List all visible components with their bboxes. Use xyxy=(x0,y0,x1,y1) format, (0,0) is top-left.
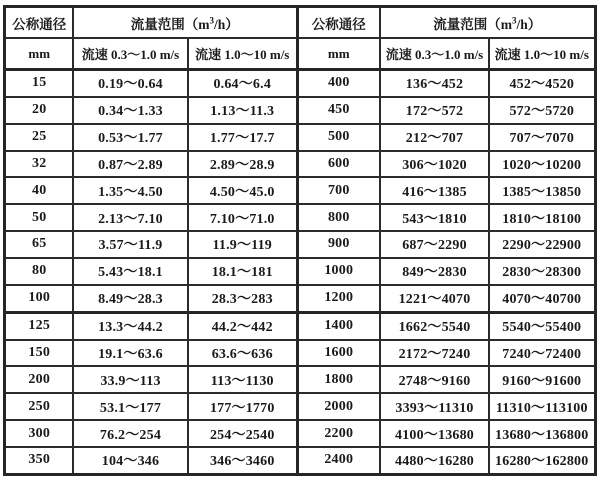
nominal-diameter-cell: 500 xyxy=(297,124,380,151)
velocity-low-header-left: 流速 0.3～1.0 m/s xyxy=(73,38,188,70)
flow-high-velocity-cell: 63.6～636 xyxy=(188,340,297,367)
flow-high-velocity-cell: 4070～40700 xyxy=(489,285,595,312)
nominal-diameter-cell: 15 xyxy=(5,70,73,97)
flow-low-velocity-cell: 2748～9160 xyxy=(380,366,489,393)
flow-low-velocity-cell: 0.34～1.33 xyxy=(73,97,188,124)
flow-range-header-left xyxy=(73,7,297,39)
flow-high-velocity-cell: 113～1130 xyxy=(188,366,297,393)
nominal-diameter-cell: 40 xyxy=(5,177,73,204)
flow-high-velocity-cell: 11.9～119 xyxy=(188,231,297,258)
table-row xyxy=(5,124,595,151)
flow-low-velocity-cell: 53.1～177 xyxy=(73,393,188,420)
nominal-diameter-cell: 100 xyxy=(5,285,73,312)
flow-high-velocity-cell: 452～4520 xyxy=(489,70,595,97)
table-row xyxy=(5,231,595,258)
table-row xyxy=(5,420,595,447)
flow-high-velocity-cell: 2290～22900 xyxy=(489,231,595,258)
flow-low-velocity-cell: 3.57～11.9 xyxy=(73,231,188,258)
flow-low-velocity-cell: 0.87～2.89 xyxy=(73,151,188,178)
nominal-diameter-cell: 20 xyxy=(5,97,73,124)
velocity-high-header-right: 流速 1.0～10 m/s xyxy=(489,38,595,70)
nominal-diameter-cell: 1000 xyxy=(297,258,380,285)
flow-low-velocity-cell: 0.53～1.77 xyxy=(73,124,188,151)
flow-high-velocity-cell: 707～7070 xyxy=(489,124,595,151)
flow-high-velocity-cell: 254～2540 xyxy=(188,420,297,447)
flow-range-label-suffix: /h） xyxy=(516,16,542,32)
table-body xyxy=(5,70,595,475)
table-row xyxy=(5,97,595,124)
nominal-diameter-cell: 1800 xyxy=(297,366,380,393)
nominal-diameter-cell: 65 xyxy=(5,231,73,258)
header-row-main xyxy=(5,7,595,39)
nominal-diameter-cell: 450 xyxy=(297,97,380,124)
flow-high-velocity-cell: 1.13～11.3 xyxy=(188,97,297,124)
nominal-diameter-cell: 1400 xyxy=(297,312,380,339)
nominal-diameter-cell: 150 xyxy=(5,340,73,367)
flow-high-velocity-cell: 44.2～442 xyxy=(188,312,297,339)
flow-low-velocity-cell: 76.2～254 xyxy=(73,420,188,447)
flow-low-velocity-cell: 136～452 xyxy=(380,70,489,97)
nominal-diameter-cell: 900 xyxy=(297,231,380,258)
velocity-high-header-left: 流速 1.0～10 m/s xyxy=(188,38,297,70)
table-row xyxy=(5,70,595,97)
flow-high-velocity-cell: 1.77～17.7 xyxy=(188,124,297,151)
flow-range-label-prefix: 流量范围（m xyxy=(130,16,210,32)
flow-low-velocity-cell: 3393～11310 xyxy=(380,393,489,420)
flow-high-velocity-cell: 4.50～45.0 xyxy=(188,177,297,204)
nominal-diameter-cell: 300 xyxy=(5,420,73,447)
flow-low-velocity-cell: 19.1～63.6 xyxy=(73,340,188,367)
flow-low-velocity-cell: 212～707 xyxy=(380,124,489,151)
flow-low-velocity-cell: 849～2830 xyxy=(380,258,489,285)
unit-mm-header-right: mm xyxy=(297,38,380,70)
flow-high-velocity-cell: 5540～55400 xyxy=(489,312,595,339)
nominal-diameter-cell: 1200 xyxy=(297,285,380,312)
table-row xyxy=(5,312,595,339)
flow-range-label-superscript: 3 xyxy=(209,15,214,25)
flow-low-velocity-cell: 543～1810 xyxy=(380,204,489,231)
nominal-diameter-header-right: 公称通径 xyxy=(297,7,380,39)
flow-low-velocity-cell: 1221～4070 xyxy=(380,285,489,312)
table-header xyxy=(5,7,595,70)
flow-high-velocity-cell: 7.10～71.0 xyxy=(188,204,297,231)
header-row-units xyxy=(5,38,595,70)
flow-high-velocity-cell: 11310～113100 xyxy=(489,393,595,420)
nominal-diameter-cell: 2400 xyxy=(297,447,380,475)
nominal-diameter-cell: 1600 xyxy=(297,340,380,367)
flow-range-header-right xyxy=(380,7,595,39)
table-row xyxy=(5,393,595,420)
table-row xyxy=(5,177,595,204)
flow-low-velocity-cell: 1.35～4.50 xyxy=(73,177,188,204)
nominal-diameter-cell: 25 xyxy=(5,124,73,151)
table-row xyxy=(5,151,595,178)
nominal-diameter-cell: 32 xyxy=(5,151,73,178)
nominal-diameter-cell: 80 xyxy=(5,258,73,285)
nominal-diameter-cell: 2200 xyxy=(297,420,380,447)
flow-high-velocity-cell: 572～5720 xyxy=(489,97,595,124)
table-row xyxy=(5,340,595,367)
flow-range-label-superscript: 3 xyxy=(512,15,517,25)
flow-low-velocity-cell: 306～1020 xyxy=(380,151,489,178)
nominal-diameter-cell: 800 xyxy=(297,204,380,231)
flow-high-velocity-cell: 1810～18100 xyxy=(489,204,595,231)
unit-mm-header-left: mm xyxy=(5,38,73,70)
table-row xyxy=(5,447,595,475)
flow-low-velocity-cell: 5.43～18.1 xyxy=(73,258,188,285)
flow-low-velocity-cell: 8.49～28.3 xyxy=(73,285,188,312)
flow-range-label-suffix: /h） xyxy=(213,16,239,32)
nominal-diameter-cell: 125 xyxy=(5,312,73,339)
table-row xyxy=(5,258,595,285)
velocity-low-header-right: 流速 0.3～1.0 m/s xyxy=(380,38,489,70)
flow-low-velocity-cell: 1662～5540 xyxy=(380,312,489,339)
flow-low-velocity-cell: 33.9～113 xyxy=(73,366,188,393)
flow-low-velocity-cell: 2172～7240 xyxy=(380,340,489,367)
flow-low-velocity-cell: 172～572 xyxy=(380,97,489,124)
flow-low-velocity-cell: 2.13～7.10 xyxy=(73,204,188,231)
flow-rate-table xyxy=(3,5,596,476)
table-row xyxy=(5,204,595,231)
nominal-diameter-cell: 700 xyxy=(297,177,380,204)
nominal-diameter-cell: 600 xyxy=(297,151,380,178)
flow-low-velocity-cell: 687～2290 xyxy=(380,231,489,258)
flow-high-velocity-cell: 2830～28300 xyxy=(489,258,595,285)
flow-high-velocity-cell: 1020～10200 xyxy=(489,151,595,178)
nominal-diameter-cell: 350 xyxy=(5,447,73,475)
flow-range-label-prefix: 流量范围（m xyxy=(433,16,512,32)
flow-low-velocity-cell: 104～346 xyxy=(73,447,188,475)
flow-low-velocity-cell: 13.3～44.2 xyxy=(73,312,188,339)
flow-high-velocity-cell: 1385～13850 xyxy=(489,177,595,204)
flow-low-velocity-cell: 416～1385 xyxy=(380,177,489,204)
nominal-diameter-header-left: 公称通径 xyxy=(5,7,73,39)
flow-high-velocity-cell: 7240～72400 xyxy=(489,340,595,367)
nominal-diameter-cell: 2000 xyxy=(297,393,380,420)
flow-low-velocity-cell: 4480～16280 xyxy=(380,447,489,475)
flow-low-velocity-cell: 0.19～0.64 xyxy=(73,70,188,97)
flow-high-velocity-cell: 177～1770 xyxy=(188,393,297,420)
flow-high-velocity-cell: 18.1～181 xyxy=(188,258,297,285)
flow-low-velocity-cell: 4100～13680 xyxy=(380,420,489,447)
flow-high-velocity-cell: 0.64～6.4 xyxy=(188,70,297,97)
flow-high-velocity-cell: 13680～136800 xyxy=(489,420,595,447)
nominal-diameter-cell: 200 xyxy=(5,366,73,393)
flow-high-velocity-cell: 9160～91600 xyxy=(489,366,595,393)
flow-high-velocity-cell: 28.3～283 xyxy=(188,285,297,312)
nominal-diameter-cell: 400 xyxy=(297,70,380,97)
table-row xyxy=(5,285,595,312)
nominal-diameter-cell: 50 xyxy=(5,204,73,231)
flow-high-velocity-cell: 16280～162800 xyxy=(489,447,595,475)
flow-high-velocity-cell: 2.89～28.9 xyxy=(188,151,297,178)
table-row xyxy=(5,366,595,393)
nominal-diameter-cell: 250 xyxy=(5,393,73,420)
flow-high-velocity-cell: 346～3460 xyxy=(188,447,297,475)
